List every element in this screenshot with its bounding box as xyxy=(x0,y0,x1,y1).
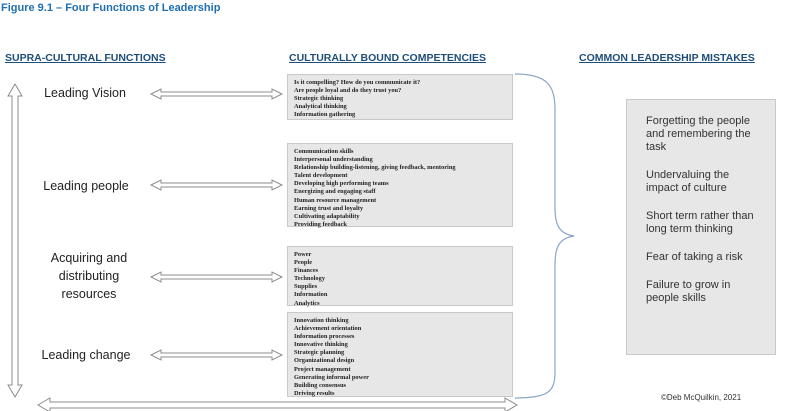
competency-item: Project management xyxy=(294,365,351,373)
competency-item: Energizing and engaging staff xyxy=(294,188,376,196)
competency-item: Generating informal power xyxy=(294,373,369,381)
arrow-leading-change xyxy=(151,350,282,360)
competency-item: Technology xyxy=(294,275,326,283)
arrow-leading-people xyxy=(151,180,282,190)
mistake-item: Failure to grow in people skills xyxy=(646,279,731,304)
heading-supra-cultural-functions: SUPRA-CULTURAL FUNCTIONS xyxy=(5,52,166,64)
function-label-acquiring-resources: Acquiring and distributing resources xyxy=(50,251,128,301)
function-label-leading-people: Leading people xyxy=(43,179,129,193)
mistake-item: Short term rather than long term thinking xyxy=(646,210,754,235)
competency-item: Finances xyxy=(294,267,319,275)
mistakes-box xyxy=(626,99,776,355)
competency-item: Building consensus xyxy=(294,381,347,389)
vertical-double-arrow xyxy=(8,84,22,397)
competency-item: Information xyxy=(294,291,328,299)
competency-item: Information processes xyxy=(294,333,355,341)
competency-item: Innovative thinking xyxy=(294,341,348,349)
competency-box-acquiring-resources xyxy=(287,246,513,306)
competency-item: Earning trust and loyalty xyxy=(294,204,364,212)
function-label-leading-vision: Leading Vision xyxy=(44,86,126,100)
competency-item: Communication skills xyxy=(294,148,354,155)
competency-item: Cultivating adaptability xyxy=(294,212,360,220)
competency-item: Information gathering xyxy=(294,111,356,119)
competency-item: Supplies xyxy=(294,283,318,291)
competency-item: Organizational design xyxy=(294,357,355,365)
competency-item: Strategic thinking xyxy=(294,95,344,103)
figure-title: Figure 9.1 – Four Functions of Leadership xyxy=(1,2,221,14)
copyright-credit: ©Deb McQuilkin, 2021 xyxy=(661,393,742,402)
competency-item: Interpersonal understanding xyxy=(294,156,373,164)
competency-item: Developing high performing teams xyxy=(294,180,389,188)
competency-item: Relationship building-listening, giving feedback, mentoring xyxy=(294,164,456,172)
competency-item: Are people loyal and do they trust you? xyxy=(294,87,402,95)
competency-item: Strategic planning xyxy=(294,349,345,357)
mistake-item: Fear of taking a risk xyxy=(646,251,743,263)
competency-item: Analytical thinking xyxy=(294,103,347,111)
competency-item: Innovation thinking xyxy=(294,317,349,324)
curly-brace xyxy=(515,74,574,398)
mistake-item: Forgetting the people and remembering the task xyxy=(646,115,751,153)
competency-box-leading-vision xyxy=(287,74,513,120)
competency-item: Talent development xyxy=(294,172,348,180)
function-label-leading-change: Leading change xyxy=(41,348,131,362)
horizontal-double-arrow xyxy=(38,398,517,411)
competency-item: Is it compelling? How do you communicate it? xyxy=(294,79,421,86)
competency-item: Analytics xyxy=(294,299,320,307)
arrow-leading-vision xyxy=(151,89,282,99)
competency-item: Human resource management xyxy=(294,196,377,204)
arrow-acquiring-resources xyxy=(151,272,282,282)
competency-item: People xyxy=(294,259,313,267)
heading-common-leadership-mistakes: COMMON LEADERSHIP MISTAKES xyxy=(579,52,755,64)
competency-item: Driving results xyxy=(294,389,335,397)
mistake-item: Undervaluing the impact of culture xyxy=(646,169,730,194)
competency-box-leading-change xyxy=(287,312,513,397)
competency-item: Power xyxy=(294,251,312,258)
competency-item: Providing feedback xyxy=(294,220,347,228)
heading-culturally-bound-competencies: CULTURALLY BOUND COMPETENCIES xyxy=(289,52,486,64)
competency-box-leading-people xyxy=(287,143,513,227)
competency-item: Achievement orientation xyxy=(294,325,362,333)
